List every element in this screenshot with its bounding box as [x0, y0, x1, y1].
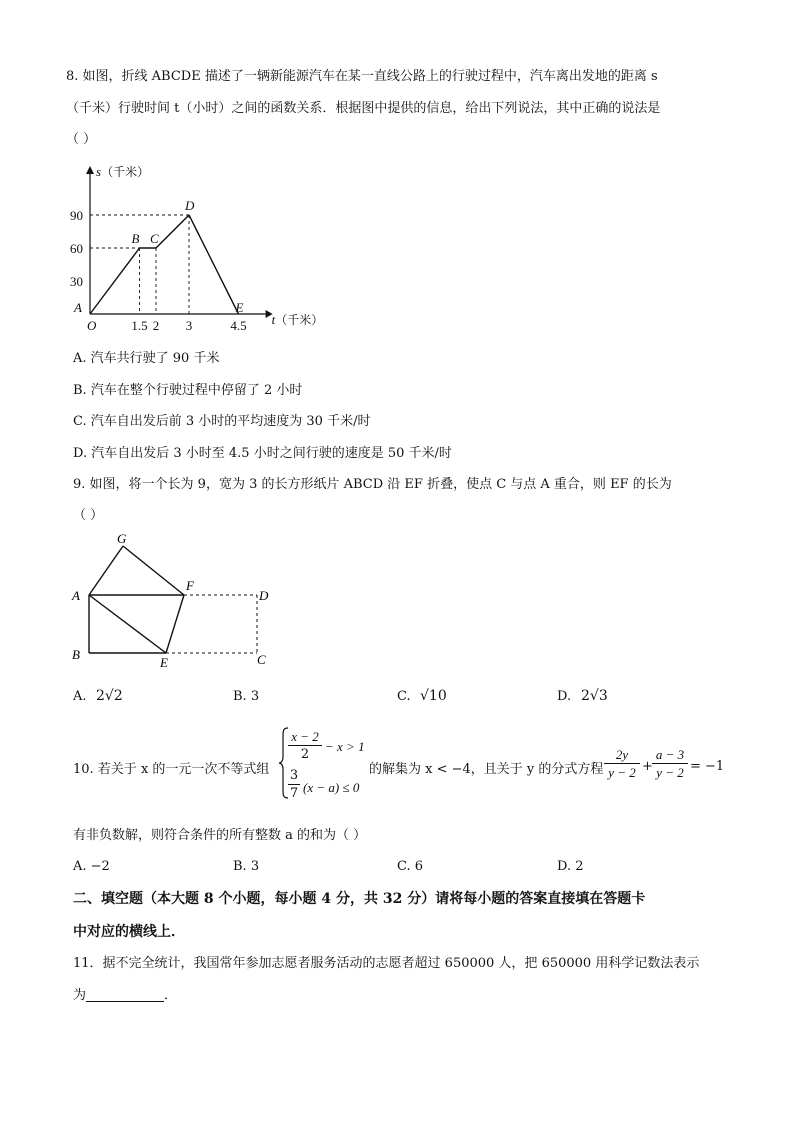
ineq1-numerator: x − 2	[291, 729, 319, 744]
q11-line1: 11．据不完全统计，我国常年参加志愿者服务活动的志愿者超过 650000 人，把 650000 用科学记数法表示	[73, 956, 700, 971]
q8-stem-line1: 8. 如图，折线 ABCDE 描述了一辆新能源汽车在某一直线公路上的行驶过程中，汽车离出发地的距离 s	[66, 69, 658, 84]
x-axis-label: t（千米）	[271, 312, 324, 327]
distance-time-graph	[68, 158, 348, 336]
label-a: A	[72, 588, 80, 603]
section2-heading-line2: 中对应的横线上．	[73, 924, 185, 940]
folded-rectangle-figure	[66, 530, 286, 670]
point-label-a: A	[74, 300, 82, 315]
graph-segment-ab	[90, 248, 140, 314]
graph-segment-cd	[156, 215, 189, 248]
eq-frac2-denominator: y − 2	[656, 765, 684, 780]
segment-gf	[123, 546, 184, 595]
y-tick-60: 60	[70, 241, 83, 256]
segment-ag	[89, 546, 123, 595]
q8-option-c: C. 汽车自出发后前 3 小时的平均速度为 30 千米/时	[73, 414, 371, 429]
ineq1-rest: − x > 1	[325, 739, 365, 754]
q10-line2: 有非负数解，则符合条件的所有整数 a 的和为（ ）	[73, 828, 367, 843]
label-d: D	[259, 588, 269, 603]
x-tick-4-5: 4.5	[230, 318, 247, 333]
x-tick-3: 3	[185, 318, 193, 333]
q9-paren: （ ）	[73, 508, 104, 523]
eq-plus: +	[642, 759, 653, 774]
point-label-c: C	[150, 231, 159, 246]
ineq2-rest: (x − a) ≤ 0	[303, 780, 360, 795]
q9-option-a-value: 2√2	[96, 688, 123, 704]
q9-option-a-letter: A.	[73, 689, 87, 704]
q8-option-d: D. 汽车自出发后 3 小时至 4.5 小时之间行驶的速度是 50 千米/时	[73, 446, 452, 461]
q8-stem-line2: （千米）行驶时间 t（小时）之间的函数关系．根据图中提供的信息，给出下列说法，其中正确的说法是	[66, 101, 661, 116]
label-c: C	[257, 652, 266, 667]
y-axis-label: s（千米）	[96, 164, 150, 179]
eq-fraction-1	[604, 748, 640, 779]
x-tick-2: 2	[152, 318, 160, 333]
segment-ef	[166, 595, 184, 653]
q8-paren: （ ）	[66, 132, 97, 147]
label-b: B	[72, 647, 80, 662]
y-axis-arrow	[86, 166, 94, 174]
origin-label: O	[87, 318, 97, 333]
x-tick-1-5: 1.5	[131, 318, 148, 333]
eq-fraction-2	[652, 748, 688, 779]
q10-prefix: 10. 若关于 x 的一元一次不等式组	[73, 762, 270, 777]
segment-ae	[89, 595, 166, 653]
section2-heading-line1: 二、填空题（本大题 8 个小题，每小题 4 分，共 32 分）请将每小题的答案直接填在答题卡	[73, 891, 646, 907]
q10-option-b: B. 3	[233, 859, 260, 874]
q11-line2	[73, 989, 177, 1002]
q11-line2-prefix: 为	[73, 988, 87, 1003]
q11-line2-suffix: ．	[164, 988, 178, 1003]
q9-option-d-letter: D.	[557, 689, 572, 704]
y-tick-90: 90	[70, 208, 83, 223]
point-label-e: E	[235, 300, 244, 315]
q10-option-a: A. −2	[73, 859, 110, 874]
q9-option-c-letter: C.	[397, 689, 411, 704]
q10-option-d: D. 2	[557, 859, 584, 874]
eq-rhs: = −1	[690, 759, 725, 774]
point-label-d: D	[185, 198, 195, 213]
ineq2-denominator: 7	[289, 786, 299, 801]
q8-option-a: A. 汽车共行驶了 90 千米	[73, 351, 220, 366]
q9-option-d-value: 2√3	[581, 688, 608, 704]
q9-option-b: B. 3	[233, 689, 260, 704]
ineq2-fraction	[288, 769, 300, 800]
eq-frac1-numerator: 2y	[615, 747, 629, 762]
eq-frac1-denominator: y − 2	[608, 765, 636, 780]
ineq2-numerator: 3	[289, 768, 299, 783]
eq-frac2-numerator: a − 3	[655, 747, 685, 762]
label-f: F	[186, 578, 194, 593]
q10-middle: 的解集为 x < −4，且关于 y 的分式方程	[369, 762, 604, 777]
q8-option-b: B. 汽车在整个行驶过程中停留了 2 小时	[73, 383, 303, 398]
ineq1-denominator: 2	[300, 747, 310, 762]
graph-segment-de	[189, 215, 239, 314]
label-g: G	[117, 531, 127, 546]
q9-stem-line1: 9. 如图，将一个长为 9，宽为 3 的长方形纸片 ABCD 沿 EF 折叠，使点 C 与点 A 重合，则 EF 的长为	[73, 477, 672, 492]
ineq1-fraction	[288, 730, 322, 761]
q11-answer-blank[interactable]	[86, 989, 164, 1002]
y-tick-30: 30	[70, 274, 83, 289]
q9-option-c-value: √10	[420, 688, 447, 704]
q10-option-c: C. 6	[397, 859, 424, 874]
point-label-b: B	[131, 231, 140, 246]
label-e: E	[160, 655, 168, 670]
